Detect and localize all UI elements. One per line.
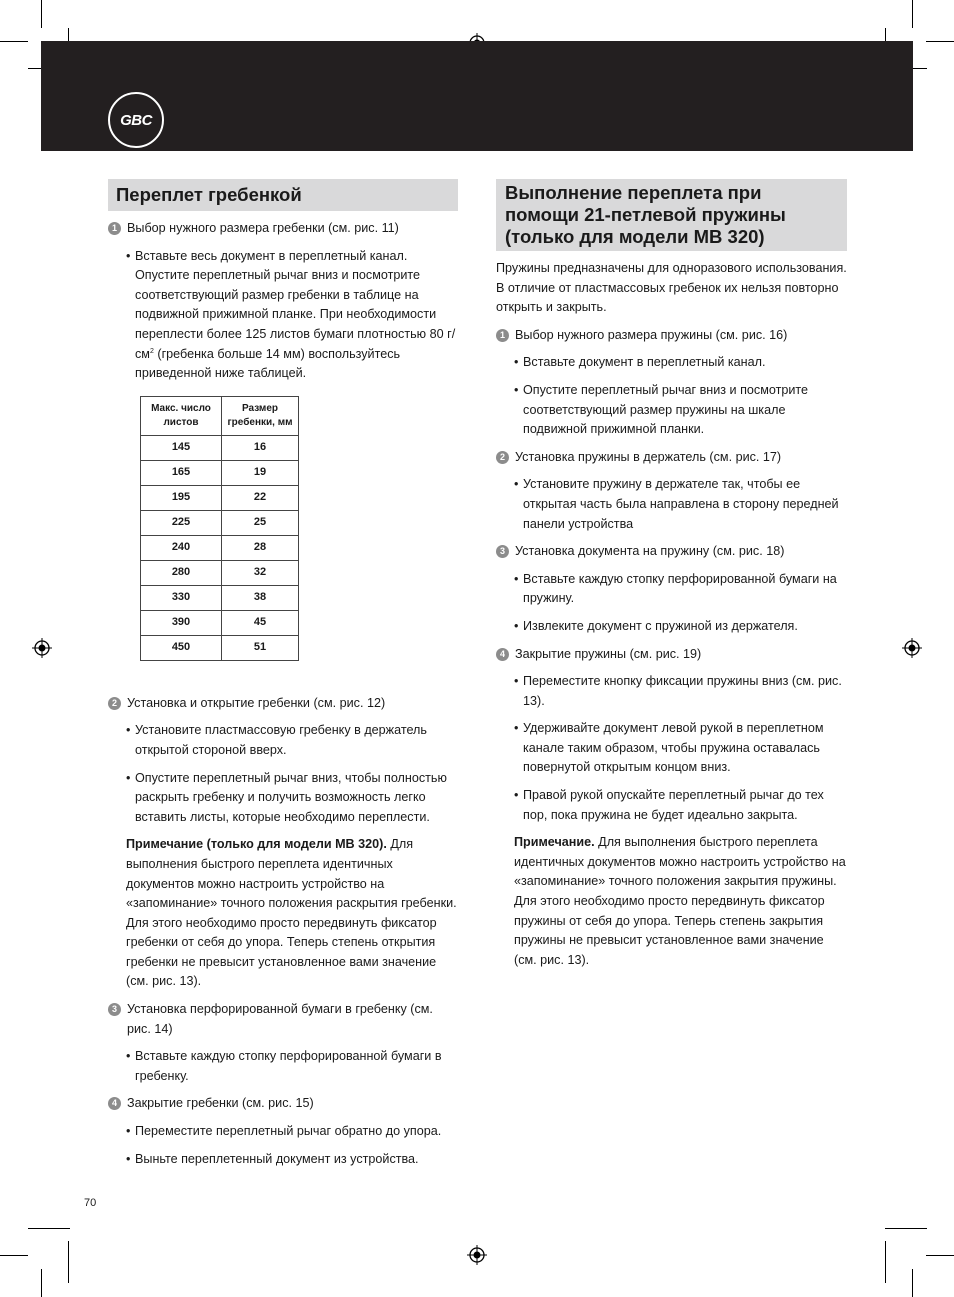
step-item <box>108 1000 458 1039</box>
table-row: 195 22 <box>141 485 299 510</box>
step-number: 4 <box>108 1097 121 1110</box>
crop-mark <box>912 1269 913 1297</box>
crop-mark <box>41 0 42 28</box>
crop-mark <box>0 1255 28 1256</box>
bullet-item: • Установите пружину в держателе так, чтобы ее открытая часть была направлена в сторону передней панели устройства <box>496 475 847 534</box>
bullet-item: • Опустите переплетный рычаг вниз и посмотрите соответствующий размер пружины на шкале подвижной прижимной планки. <box>496 381 847 440</box>
table-row: 240 28 <box>141 535 299 560</box>
bullet-item: • Переместите переплетный рычаг обратно до упора. <box>108 1122 458 1142</box>
step-item <box>108 219 458 239</box>
intro-paragraph: Пружины предназначены для одноразового использования. В отличие от пластмассовых гребенок их нельзя повторно открыть и закрыть. <box>496 261 847 315</box>
bullet-item: • Вставьте документ в переплетный канал. <box>496 353 847 373</box>
table-row: 165 19 <box>141 460 299 485</box>
bullet-item: • Вставьте каждую стопку перфорированной бумаги в гребенку. <box>108 1047 458 1086</box>
note-text: Для выполнения быстрого переплета идентичных документов можно настроить устройство на «запоминание» точного положения закрытия пружины. Для этого необходимо просто передвинуть фиксатор пружины от себя до упора. Теперь степень закрытия пружины не превысит установленное вами значение (см. рис. 13). <box>514 835 846 967</box>
step-text: Закрытие пружины (см. рис. 19) <box>515 646 702 661</box>
step-number: 3 <box>496 545 509 558</box>
step-item <box>496 542 847 562</box>
bullet-item: • Переместите кнопку фиксации пружины вниз (см. рис. 13). <box>496 672 847 711</box>
step-number: 4 <box>496 648 509 661</box>
table-header: Размер гребенки, мм <box>222 396 299 435</box>
table-row: 330 38 <box>141 585 299 610</box>
table-row: 450 51 <box>141 635 299 660</box>
section-title: Выполнение переплета при помощи 21-петлевой пружины (только для модели MB 320) <box>496 179 847 251</box>
bullet-item: • Правой рукой опускайте переплетный рычаг до тех пор, пока пружина не будет идеально закрыта. <box>496 786 847 825</box>
step-number: 3 <box>108 1003 121 1016</box>
step-number: 1 <box>108 222 121 235</box>
step-text: Установка документа на пружину (см. рис. 18) <box>515 544 785 559</box>
note-text: Для выполнения быстрого переплета идентичных документов можно настроить устройство на «запоминание» точного положения раскрытия гребенки. Для этого необходимо просто передвинуть фиксатор гребенки от себя до упора. Теперь степень открытия гребенки не превысит установленное вами значение (см. рис. 13). <box>126 837 457 989</box>
step-item <box>108 694 458 714</box>
crop-mark <box>0 41 28 42</box>
note-label: Примечание (только для модели MB 320). <box>126 837 387 852</box>
left-column <box>108 179 458 1169</box>
step-item <box>496 448 847 468</box>
table-row: 225 25 <box>141 510 299 535</box>
crop-mark <box>926 41 954 42</box>
step-text: Выбор нужного размера пружины (см. рис. 16) <box>515 327 788 342</box>
registration-mark-icon <box>32 638 52 658</box>
step-text: Установка перфорированной бумаги в гребенку (см. рис. 14) <box>127 1002 433 1036</box>
bullet-item: • Установите пластмассовую гребенку в держатель открытой стороной вверх. <box>108 721 458 760</box>
step-text: Установка пружины в держатель (см. рис. 17) <box>515 449 782 464</box>
step-number: 2 <box>496 451 509 464</box>
crop-mark <box>912 0 913 28</box>
crop-mark <box>885 1241 886 1283</box>
bullet-item: • Выньте переплетенный документ из устройства. <box>108 1150 458 1170</box>
step-item <box>496 645 847 665</box>
note-label: Примечание. <box>514 835 595 850</box>
step-item <box>496 326 847 346</box>
bullet-item: • Вставьте весь документ в переплетный канал. Опустите переплетный рычаг вниз и посмотрите соответствующий размер гребенки в таблице на подвижной прижимной планке. При необходимости переплести более 125 листов бумаги плотностью 80 $г/см^2$ (гребенка больше 14 мм) воспользуйтесь приведенной ниже таблицей. <box>108 247 458 384</box>
table-row: 280 32 <box>141 560 299 585</box>
table-header: Макс. число листов <box>141 396 222 435</box>
step-number: 1 <box>496 329 509 342</box>
crop-mark <box>68 1241 69 1283</box>
step-text: Выбор нужного размера гребенки (см. рис. 11) <box>127 221 399 235</box>
table-row: 145 16 <box>141 435 299 460</box>
page-number: 70 <box>84 1197 97 1209</box>
gbc-logo: GBC <box>108 92 164 148</box>
right-column <box>496 179 847 970</box>
step-text: Установка и открытие гребенки (см. рис. 12) <box>127 695 386 710</box>
crop-mark <box>28 1228 70 1229</box>
bullet-item: • Извлеките документ с пружиной из держателя. <box>496 617 847 637</box>
crop-mark <box>885 1228 927 1229</box>
note <box>496 833 847 970</box>
bullet-item: • Опустите переплетный рычаг вниз, чтобы полностью раскрыть гребенку и получить возможность легко вставить листы, которые необходимо переплести. <box>108 769 458 828</box>
registration-mark-icon <box>467 1245 487 1265</box>
crop-mark <box>926 1255 954 1256</box>
step-item <box>108 1094 458 1114</box>
crop-mark <box>41 1269 42 1297</box>
note <box>108 835 458 992</box>
comb-size-table <box>140 396 299 661</box>
header-banner <box>41 41 913 151</box>
registration-mark-icon <box>902 638 922 658</box>
table-row: 390 45 <box>141 610 299 635</box>
bullet-item: • Вставьте каждую стопку перфорированной бумаги на пружину. <box>496 570 847 609</box>
bullet-item: • Удерживайте документ левой рукой в переплетном канале таким образом, чтобы пружина оставалась повернутой открытым концом вниз. <box>496 719 847 778</box>
step-number: 2 <box>108 697 121 710</box>
section-title: Переплет гребенкой <box>108 179 458 211</box>
step-text: Закрытие гребенки (см. рис. 15) <box>127 1096 314 1111</box>
